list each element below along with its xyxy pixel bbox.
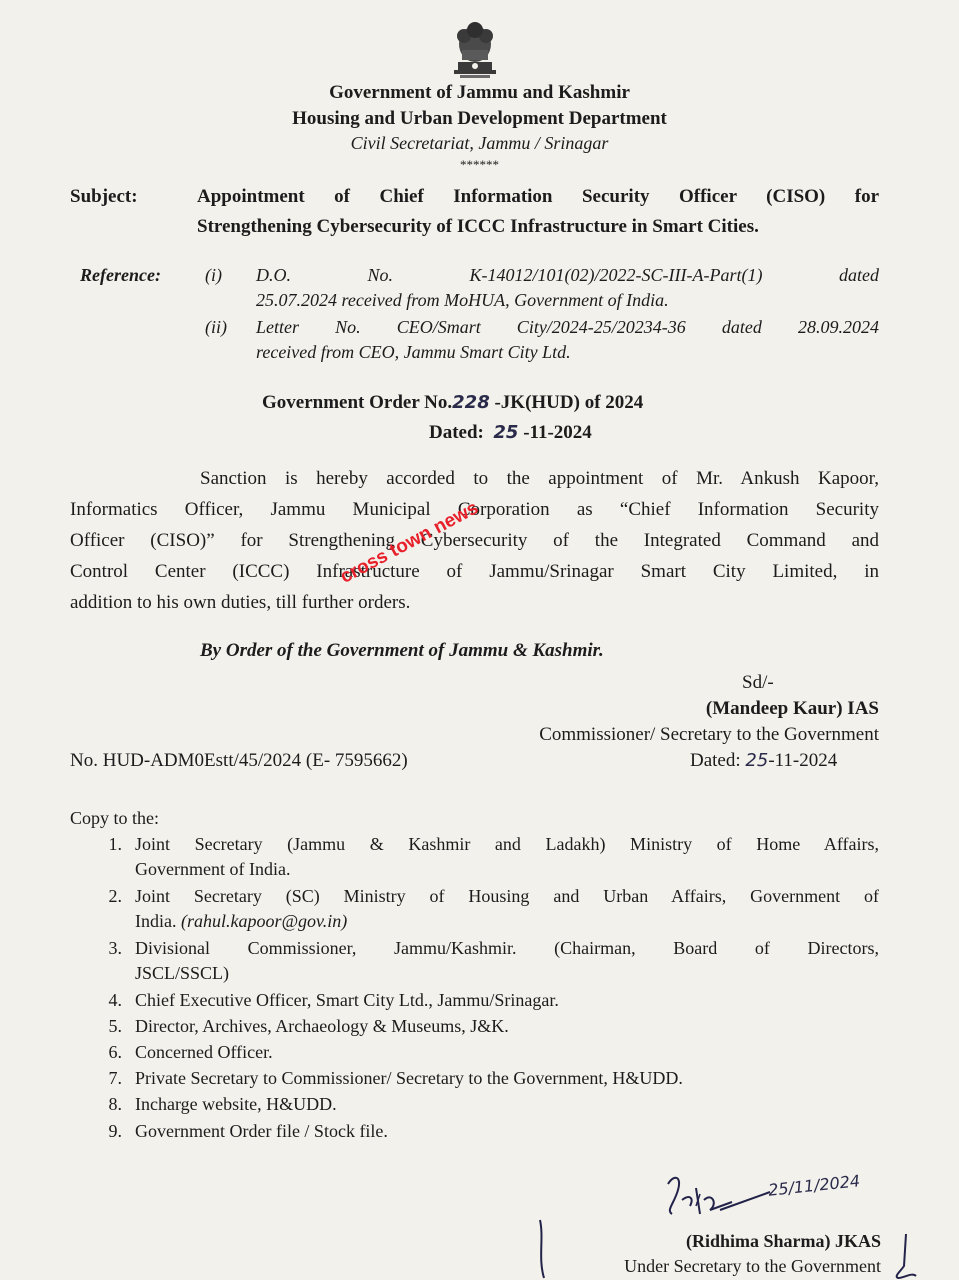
signatory-designation: Commissioner/ Secretary to the Government bbox=[539, 724, 879, 745]
list-item-number: 3. bbox=[108, 938, 122, 958]
body-line-5: addition to his own duties, till further orders. bbox=[70, 592, 411, 613]
order-number: Government Order No.228 -JK(HUD) of 2024 bbox=[262, 392, 644, 413]
order-date: Dated: 25 -11-2024 bbox=[429, 422, 592, 443]
initial-mark-icon bbox=[892, 1232, 922, 1280]
by-order-line: By Order of the Government of Jammu & Kashmir. bbox=[200, 640, 604, 661]
list-item-continuation: JSCL/SSCL) bbox=[135, 963, 230, 983]
file-number: No. HUD-ADM0Estt/45/2024 (E- 7595662) bbox=[70, 750, 408, 771]
subject-label: Subject: bbox=[70, 186, 138, 207]
list-item: Chief Executive Officer, Smart City Ltd., Jammu/Srinagar. bbox=[135, 990, 559, 1010]
signatory-name: (Mandeep Kaur) IAS bbox=[705, 698, 879, 719]
signature-name: (Ridhima Sharma) JKAS bbox=[685, 1231, 881, 1251]
list-item-number: 6. bbox=[108, 1042, 122, 1062]
government-title: Government of Jammu and Kashmir bbox=[329, 82, 630, 103]
department-title: Housing and Urban Development Department bbox=[292, 108, 667, 129]
national-emblem-icon bbox=[444, 14, 506, 80]
header-stars: ****** bbox=[460, 157, 499, 172]
handwritten-date: 25/11/2024 bbox=[767, 1171, 861, 1200]
list-item: Concerned Officer. bbox=[135, 1042, 273, 1062]
list-item: Joint Secretary (SC) Ministry of Housing and Urban Affairs, Government of bbox=[135, 886, 879, 906]
order-number-handwritten: 228 bbox=[452, 392, 490, 413]
copy-to-label: Copy to the: bbox=[70, 808, 159, 828]
list-item-number: 2. bbox=[108, 886, 122, 906]
sd-mark: Sd/- bbox=[742, 672, 774, 693]
reference-2-num: (ii) bbox=[205, 317, 227, 337]
body-line-4: Control Center (ICCC) Infrastructure of Jammu/Srinagar Smart City Limited, in bbox=[70, 561, 879, 582]
reference-label: Reference: bbox=[80, 265, 161, 285]
margin-stroke-icon bbox=[536, 1218, 550, 1280]
list-item: Incharge website, H&UDD. bbox=[135, 1094, 337, 1114]
subject-line-1: Appointment of Chief Information Security Officer (CISO) for bbox=[197, 186, 879, 207]
subject-line-2: Strengthening Cybersecurity of ICCC Infrastructure in Smart Cities. bbox=[197, 216, 759, 237]
handwritten-signature-icon bbox=[660, 1170, 780, 1222]
file-date-handwritten: 25 bbox=[745, 750, 769, 771]
list-item: Private Secretary to Commissioner/ Secretary to the Government, H&UDD. bbox=[135, 1068, 683, 1088]
reference-2-line-1: Letter No. CEO/Smart City/2024-25/20234-36 dated 28.09.2024 bbox=[256, 317, 879, 337]
reference-1-line-2: 25.07.2024 received from MoHUA, Government of India. bbox=[256, 290, 669, 310]
list-item-continuation: Government of India. bbox=[135, 859, 291, 879]
list-item-number: 5. bbox=[108, 1016, 122, 1036]
secretariat-line: Civil Secretariat, Jammu / Srinagar bbox=[350, 133, 609, 153]
signature-designation: Under Secretary to the Government bbox=[624, 1256, 881, 1276]
body-line-1: Sanction is hereby accorded to the appointment of Mr. Ankush Kapoor, bbox=[200, 468, 879, 489]
list-item-number: 8. bbox=[108, 1094, 122, 1114]
watermark-text: cross town news bbox=[336, 497, 482, 588]
reference-2-line-2: received from CEO, Jammu Smart City Ltd. bbox=[256, 342, 571, 362]
body-line-3: Officer (CISO)” for Strengthening Cybersecurity of the Integrated Command and bbox=[70, 530, 879, 551]
reference-1-line-1: D.O. No. K-14012/101(02)/2022-SC-III-A-Part(1) dated bbox=[256, 265, 879, 285]
list-item: Joint Secretary (Jammu & Kashmir and Ladakh) Ministry of Home Affairs, bbox=[135, 834, 879, 854]
reference-1-num: (i) bbox=[205, 265, 222, 285]
file-date: Dated: 25-11-2024 bbox=[690, 750, 838, 771]
list-item-number: 1. bbox=[108, 834, 122, 854]
order-date-handwritten: 25 bbox=[493, 422, 519, 443]
email-link[interactable]: (rahul.kapoor@gov.in) bbox=[180, 911, 348, 931]
list-item-continuation: India. (rahul.kapoor@gov.in) bbox=[135, 911, 348, 931]
list-item: Government Order file / Stock file. bbox=[135, 1121, 388, 1141]
list-item: Director, Archives, Archaeology & Museums, J&K. bbox=[135, 1016, 509, 1036]
body-line-2: Informatics Officer, Jammu Municipal Corporation as “Chief Information Security bbox=[70, 499, 879, 520]
list-item-number: 7. bbox=[108, 1068, 122, 1088]
list-item: Divisional Commissioner, Jammu/Kashmir. (Chairman, Board of Directors, bbox=[135, 938, 879, 958]
list-item-number: 9. bbox=[108, 1121, 122, 1141]
list-item-number: 4. bbox=[108, 990, 122, 1010]
